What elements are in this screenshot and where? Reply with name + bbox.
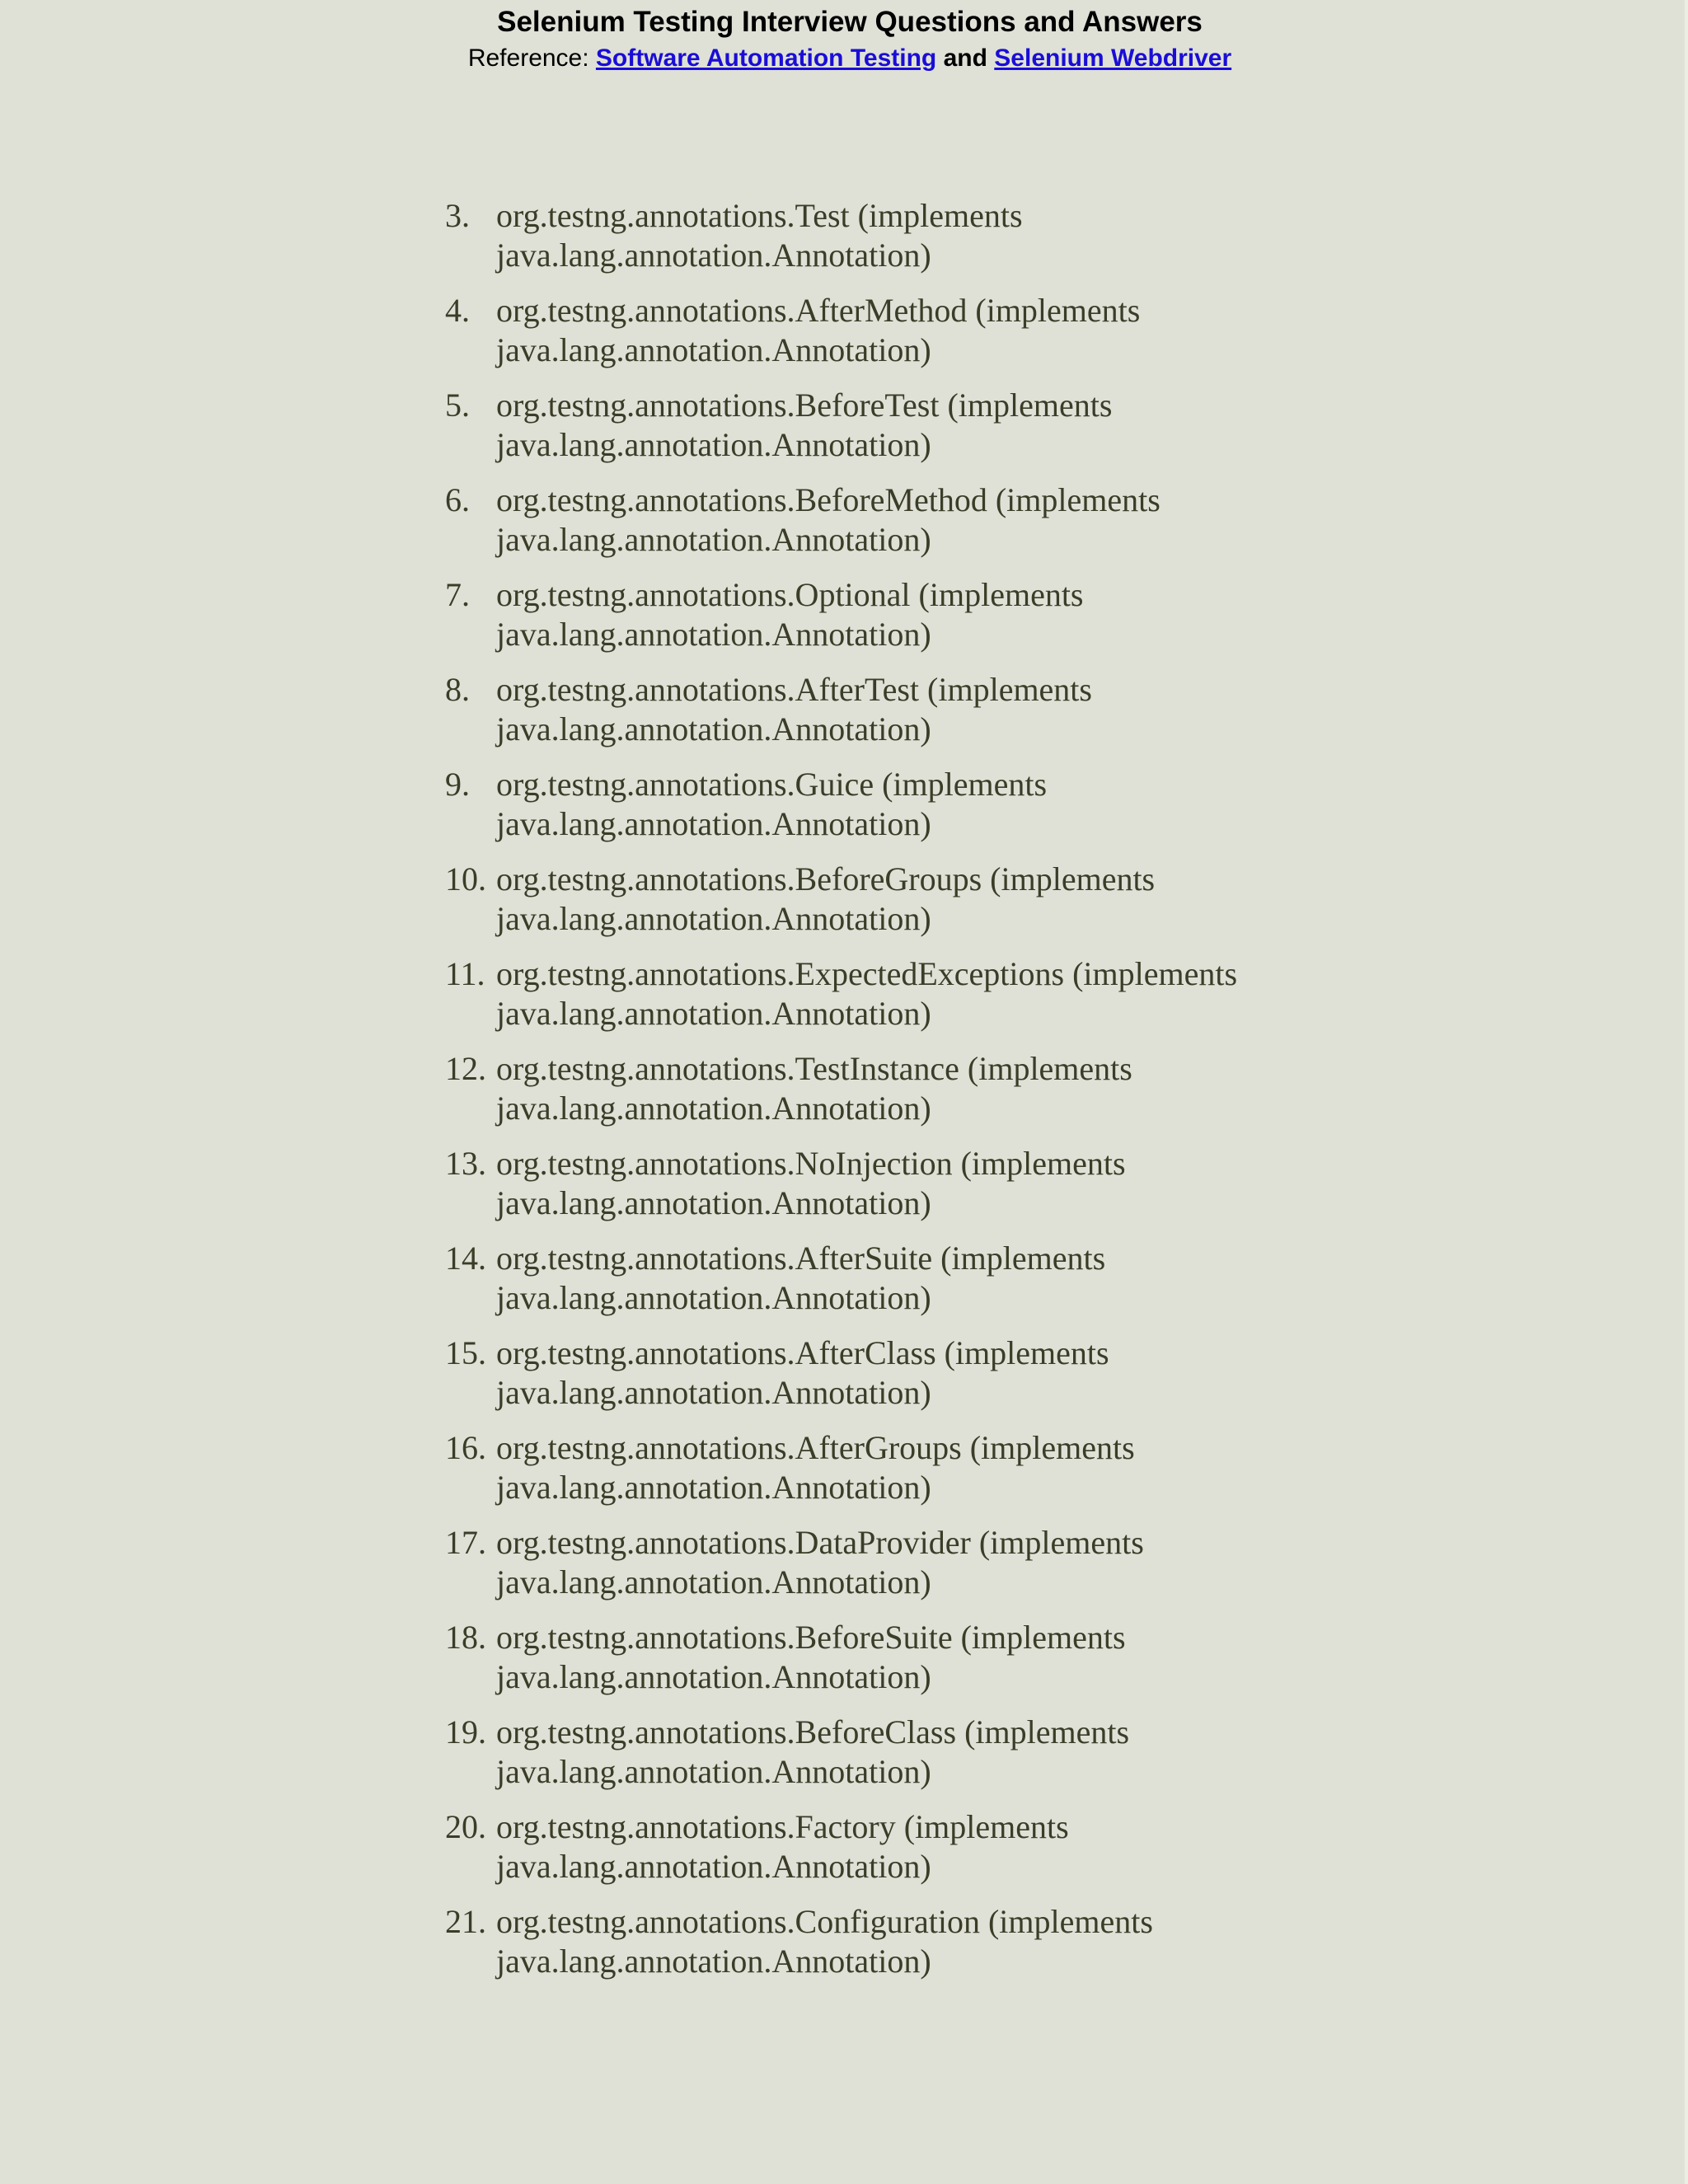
list-item-interface: java.lang.annotation.Annotation)	[496, 1848, 931, 1885]
list-item	[429, 1902, 1385, 1997]
list-item-number: 9.	[445, 766, 470, 803]
list-item-number: 20.	[445, 1808, 486, 1845]
list-item-class-name: org.testng.annotations.ExpectedExceptions (implements	[496, 955, 1238, 992]
list-item-number: 8.	[445, 671, 470, 708]
list-item-interface: java.lang.annotation.Annotation)	[496, 1184, 931, 1221]
list-item-class-name: org.testng.annotations.Configuration (implements	[496, 1903, 1153, 1940]
list-item-interface: java.lang.annotation.Annotation)	[496, 900, 931, 937]
list-item	[429, 1713, 1385, 1807]
list-item-number: 4.	[445, 292, 470, 329]
list-item-interface: java.lang.annotation.Annotation)	[496, 1279, 931, 1316]
selenium-webdriver-link[interactable]: Selenium Webdriver	[994, 45, 1232, 72]
list-item-class-name: org.testng.annotations.NoInjection (implements	[496, 1145, 1126, 1182]
list-item	[429, 765, 1385, 860]
list-item-class-name: org.testng.annotations.DataProvider (implements	[496, 1524, 1144, 1561]
list-item	[429, 386, 1385, 480]
list-item-interface: java.lang.annotation.Annotation)	[496, 237, 931, 274]
list-item	[429, 1523, 1385, 1618]
list-item	[429, 1428, 1385, 1523]
list-item-number: 13.	[445, 1145, 486, 1182]
list-item-class-name: org.testng.annotations.Optional (implements	[496, 576, 1084, 613]
software-automation-testing-link[interactable]: Software Automation Testing	[595, 45, 937, 72]
list-item-interface: java.lang.annotation.Annotation)	[496, 521, 931, 558]
list-item-class-name: org.testng.annotations.BeforeTest (implements	[496, 387, 1113, 424]
list-item	[429, 670, 1385, 765]
list-item-number: 11.	[445, 955, 485, 992]
list-item-interface: java.lang.annotation.Annotation)	[496, 1658, 931, 1695]
list-item-class-name: org.testng.annotations.BeforeMethod (implements	[496, 481, 1160, 518]
list-item-class-name: org.testng.annotations.Guice (implements	[496, 766, 1048, 803]
list-item-interface: java.lang.annotation.Annotation)	[496, 426, 931, 463]
list-item-interface: java.lang.annotation.Annotation)	[496, 1469, 931, 1506]
list-item-interface: java.lang.annotation.Annotation)	[496, 331, 931, 368]
list-item-number: 16.	[445, 1429, 486, 1466]
list-item	[429, 1618, 1385, 1713]
list-item-number: 12.	[445, 1050, 486, 1087]
list-item-class-name: org.testng.annotations.AfterGroups (implements	[496, 1429, 1135, 1466]
list-item-number: 7.	[445, 576, 470, 613]
list-item	[429, 1049, 1385, 1144]
list-item-interface: java.lang.annotation.Annotation)	[496, 1753, 931, 1790]
list-item-number: 19.	[445, 1713, 486, 1750]
list-item	[429, 1239, 1385, 1333]
list-item-number: 18.	[445, 1619, 486, 1656]
reference-line	[412, 43, 1287, 74]
list-item	[429, 1333, 1385, 1428]
list-item-number: 6.	[445, 481, 470, 518]
page-edge-strip	[1685, 0, 1688, 2184]
list-item-class-name: org.testng.annotations.TestInstance (implements	[496, 1050, 1132, 1087]
annotation-list	[429, 196, 1385, 1997]
list-item-number: 14.	[445, 1240, 486, 1277]
list-item-number: 17.	[445, 1524, 486, 1561]
list-item	[429, 1144, 1385, 1239]
list-item-class-name: org.testng.annotations.BeforeGroups (implements	[496, 860, 1156, 898]
list-item	[429, 291, 1385, 386]
list-item	[429, 860, 1385, 954]
list-item-class-name: org.testng.annotations.AfterMethod (implements	[496, 292, 1141, 329]
list-item-class-name: org.testng.annotations.AfterTest (implements	[496, 671, 1092, 708]
list-item-interface: java.lang.annotation.Annotation)	[496, 1563, 931, 1601]
list-item-interface: java.lang.annotation.Annotation)	[496, 616, 931, 653]
list-item-class-name: org.testng.annotations.Factory (implements	[496, 1808, 1069, 1845]
list-item-interface: java.lang.annotation.Annotation)	[496, 1943, 931, 1980]
list-item-interface: java.lang.annotation.Annotation)	[496, 995, 931, 1032]
list-item-number: 5.	[445, 387, 470, 424]
list-item-number: 10.	[445, 860, 486, 898]
list-item	[429, 954, 1385, 1049]
list-item-class-name: org.testng.annotations.AfterClass (implements	[496, 1334, 1109, 1371]
list-item-interface: java.lang.annotation.Annotation)	[496, 805, 931, 842]
list-item-number: 3.	[445, 197, 470, 234]
list-item	[429, 575, 1385, 670]
list-item-class-name: org.testng.annotations.Test (implements	[496, 197, 1023, 234]
list-item-number: 15.	[445, 1334, 486, 1371]
list-item	[429, 480, 1385, 575]
list-item-number: 21.	[445, 1903, 486, 1940]
list-item-interface: java.lang.annotation.Annotation)	[496, 710, 931, 748]
reference-connector: and	[943, 45, 987, 72]
list-item	[429, 196, 1385, 291]
document-header	[412, 0, 1688, 74]
list-item-interface: java.lang.annotation.Annotation)	[496, 1090, 931, 1127]
page-title: Selenium Testing Interview Questions and Answers	[497, 6, 1203, 38]
list-item	[429, 1807, 1385, 1902]
list-item-class-name: org.testng.annotations.BeforeClass (implements	[496, 1713, 1130, 1750]
reference-prefix: Reference:	[467, 45, 589, 72]
list-item-class-name: org.testng.annotations.BeforeSuite (implements	[496, 1619, 1126, 1656]
list-item-class-name: org.testng.annotations.AfterSuite (implements	[496, 1240, 1106, 1277]
list-item-interface: java.lang.annotation.Annotation)	[496, 1374, 931, 1411]
